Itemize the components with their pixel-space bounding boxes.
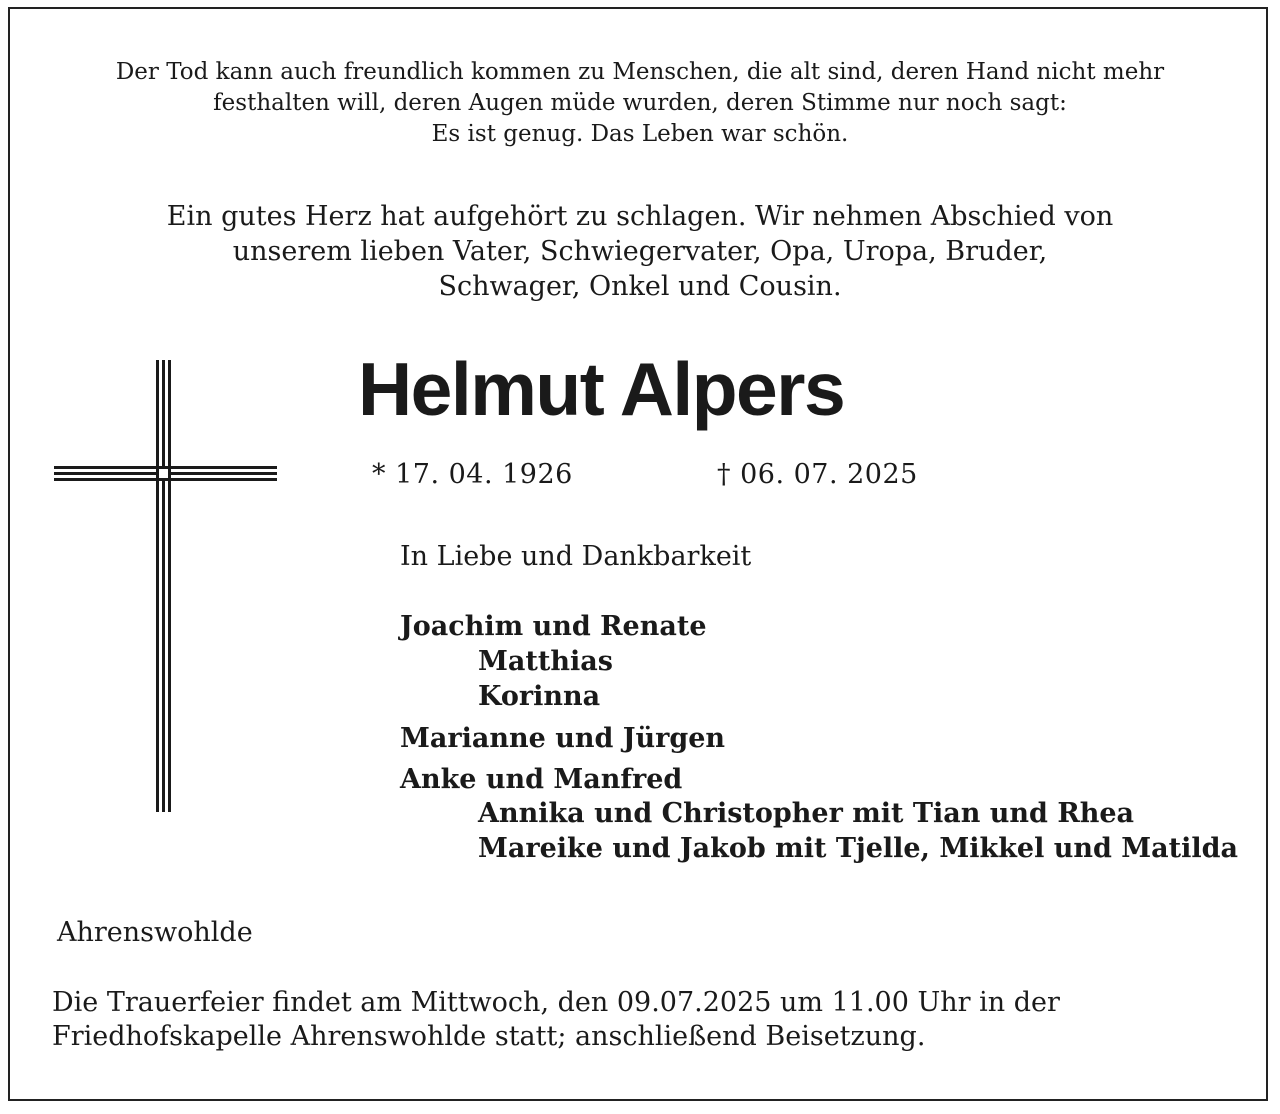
service-info: [52, 986, 1060, 1054]
quote-line: Es ist genug. Das Leben war schön.: [431, 121, 849, 147]
mourner-name: Korinna: [478, 681, 601, 712]
mourner-name: Marianne und Jürgen: [400, 723, 726, 754]
mourner-name: Matthias: [478, 646, 613, 677]
cross-icon: [50, 360, 280, 812]
mourner-name: Annika und Christopher mit Tian und Rhea: [478, 798, 1135, 829]
quote-line: Der Tod kann auch freundlich kommen zu Menschen, die alt sind, deren Hand nicht mehr: [115, 59, 1165, 85]
mourner-name: Mareike und Jakob mit Tjelle, Mikkel und Matilda: [478, 833, 1239, 864]
quote-line: festhalten will, deren Augen müde wurden, deren Stimme nur noch sagt:: [213, 90, 1067, 116]
intro-line: Schwager, Onkel und Cousin.: [438, 271, 842, 302]
place-name: Ahrenswohlde: [57, 917, 253, 948]
intro-line: unserem lieben Vater, Schwiegervater, Opa, Uropa, Bruder,: [232, 236, 1048, 267]
death-date: † 06. 07. 2025: [717, 459, 918, 490]
intro-line: Ein gutes Herz hat aufgehört zu schlagen. Wir nehmen Abschied von: [166, 201, 1114, 232]
deceased-name: Helmut Alpers: [358, 347, 845, 431]
opening-quote: [40, 57, 1240, 150]
thanks-line: In Liebe und Dankbarkeit: [400, 541, 752, 572]
mourner-name: Anke und Manfred: [400, 764, 683, 795]
service-line: Die Trauerfeier findet am Mittwoch, den 09.07.2025 um 11.00 Uhr in der: [52, 987, 1060, 1018]
service-line: Friedhofskapelle Ahrenswohlde statt; anschließend Beisetzung.: [52, 1021, 926, 1052]
mourner-name: Joachim und Renate: [400, 611, 707, 642]
intro-text: [40, 199, 1240, 304]
birth-date: * 17. 04. 1926: [372, 459, 573, 490]
